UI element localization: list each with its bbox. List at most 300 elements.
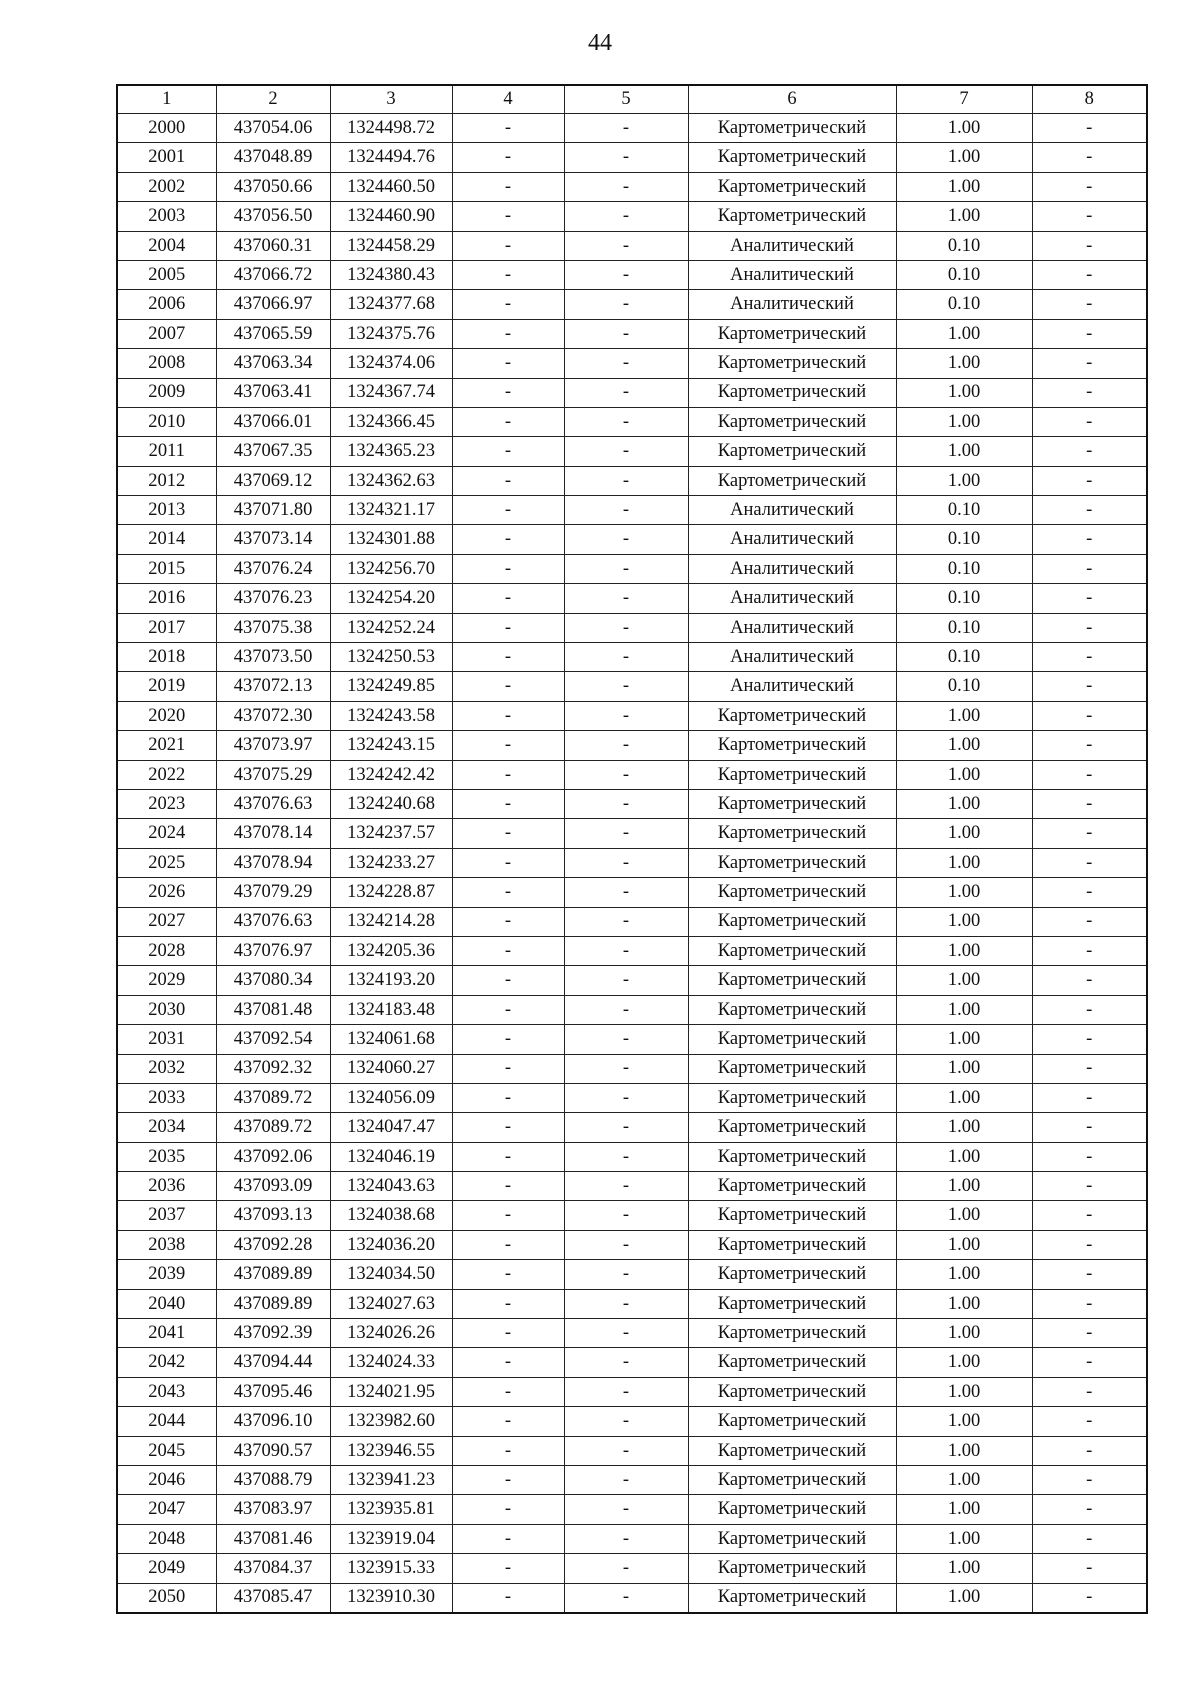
cell-col-accuracy: 1.00 bbox=[896, 966, 1032, 995]
cell-col-8: - bbox=[1032, 231, 1147, 260]
cell-col-4: - bbox=[452, 878, 564, 907]
cell-col-5: - bbox=[564, 1113, 688, 1142]
cell-col-point-number: 2014 bbox=[117, 525, 216, 554]
table-row bbox=[117, 1054, 1147, 1083]
table-row bbox=[117, 1230, 1147, 1259]
cell-col-accuracy: 1.00 bbox=[896, 1260, 1032, 1289]
cell-col-method: Картометрический bbox=[688, 701, 896, 730]
table-row bbox=[117, 1524, 1147, 1553]
cell-col-5: - bbox=[564, 1465, 688, 1494]
cell-col-4: - bbox=[452, 1083, 564, 1112]
cell-col-4: - bbox=[452, 1465, 564, 1494]
table-row bbox=[117, 789, 1147, 818]
cell-col-accuracy: 0.10 bbox=[896, 260, 1032, 289]
cell-col-accuracy: 1.00 bbox=[896, 878, 1032, 907]
cell-col-accuracy: 1.00 bbox=[896, 1407, 1032, 1436]
cell-col-y: 1324056.09 bbox=[330, 1083, 452, 1112]
cell-col-point-number: 2020 bbox=[117, 701, 216, 730]
cell-col-8: - bbox=[1032, 407, 1147, 436]
cell-col-accuracy: 0.10 bbox=[896, 672, 1032, 701]
cell-col-8: - bbox=[1032, 936, 1147, 965]
cell-col-5: - bbox=[564, 1436, 688, 1465]
cell-col-8: - bbox=[1032, 819, 1147, 848]
table-row bbox=[117, 1348, 1147, 1377]
table-row bbox=[117, 1142, 1147, 1171]
cell-col-8: - bbox=[1032, 613, 1147, 642]
column-header-8: 8 bbox=[1032, 85, 1147, 114]
table-row bbox=[117, 1495, 1147, 1524]
cell-col-y: 1324321.17 bbox=[330, 496, 452, 525]
cell-col-5: - bbox=[564, 1583, 688, 1613]
cell-col-x: 437092.28 bbox=[216, 1230, 330, 1259]
cell-col-point-number: 2000 bbox=[117, 114, 216, 143]
cell-col-y: 1324036.20 bbox=[330, 1230, 452, 1259]
cell-col-point-number: 2040 bbox=[117, 1289, 216, 1318]
cell-col-y: 1323915.33 bbox=[330, 1554, 452, 1583]
cell-col-method: Аналитический bbox=[688, 525, 896, 554]
cell-col-method: Картометрический bbox=[688, 1054, 896, 1083]
cell-col-accuracy: 1.00 bbox=[896, 1495, 1032, 1524]
cell-col-point-number: 2032 bbox=[117, 1054, 216, 1083]
table-row bbox=[117, 143, 1147, 172]
cell-col-5: - bbox=[564, 1260, 688, 1289]
cell-col-x: 437089.89 bbox=[216, 1260, 330, 1289]
cell-col-8: - bbox=[1032, 1377, 1147, 1406]
cell-col-8: - bbox=[1032, 701, 1147, 730]
cell-col-point-number: 2030 bbox=[117, 995, 216, 1024]
cell-col-x: 437095.46 bbox=[216, 1377, 330, 1406]
cell-col-4: - bbox=[452, 1377, 564, 1406]
cell-col-method: Картометрический bbox=[688, 1348, 896, 1377]
cell-col-5: - bbox=[564, 349, 688, 378]
cell-col-5: - bbox=[564, 1142, 688, 1171]
cell-col-method: Аналитический bbox=[688, 584, 896, 613]
cell-col-y: 1324366.45 bbox=[330, 407, 452, 436]
cell-col-4: - bbox=[452, 1025, 564, 1054]
page-number: 44 bbox=[588, 30, 612, 56]
cell-col-4: - bbox=[452, 202, 564, 231]
cell-col-x: 437089.72 bbox=[216, 1113, 330, 1142]
cell-col-accuracy: 1.00 bbox=[896, 1083, 1032, 1112]
cell-col-accuracy: 1.00 bbox=[896, 1054, 1032, 1083]
cell-col-point-number: 2031 bbox=[117, 1025, 216, 1054]
cell-col-y: 1324021.95 bbox=[330, 1377, 452, 1406]
cell-col-x: 437081.48 bbox=[216, 995, 330, 1024]
cell-col-y: 1324242.42 bbox=[330, 760, 452, 789]
cell-col-x: 437096.10 bbox=[216, 1407, 330, 1436]
cell-col-x: 437076.63 bbox=[216, 789, 330, 818]
cell-col-4: - bbox=[452, 643, 564, 672]
cell-col-8: - bbox=[1032, 1319, 1147, 1348]
cell-col-point-number: 2012 bbox=[117, 466, 216, 495]
cell-col-accuracy: 1.00 bbox=[896, 349, 1032, 378]
cell-col-x: 437076.24 bbox=[216, 554, 330, 583]
table-row bbox=[117, 1377, 1147, 1406]
cell-col-method: Картометрический bbox=[688, 1524, 896, 1553]
cell-col-x: 437054.06 bbox=[216, 114, 330, 143]
cell-col-method: Картометрический bbox=[688, 1583, 896, 1613]
cell-col-point-number: 2027 bbox=[117, 907, 216, 936]
table-row bbox=[117, 349, 1147, 378]
cell-col-4: - bbox=[452, 1524, 564, 1553]
cell-col-8: - bbox=[1032, 319, 1147, 348]
cell-col-accuracy: 0.10 bbox=[896, 525, 1032, 554]
cell-col-accuracy: 1.00 bbox=[896, 731, 1032, 760]
cell-col-4: - bbox=[452, 936, 564, 965]
cell-col-point-number: 2018 bbox=[117, 643, 216, 672]
cell-col-5: - bbox=[564, 202, 688, 231]
cell-col-y: 1324375.76 bbox=[330, 319, 452, 348]
cell-col-method: Картометрический bbox=[688, 114, 896, 143]
cell-col-point-number: 2046 bbox=[117, 1465, 216, 1494]
cell-col-4: - bbox=[452, 760, 564, 789]
cell-col-method: Картометрический bbox=[688, 1289, 896, 1318]
cell-col-y: 1324458.29 bbox=[330, 231, 452, 260]
cell-col-8: - bbox=[1032, 1407, 1147, 1436]
cell-col-4: - bbox=[452, 966, 564, 995]
cell-col-x: 437075.29 bbox=[216, 760, 330, 789]
cell-col-method: Картометрический bbox=[688, 1230, 896, 1259]
cell-col-method: Картометрический bbox=[688, 1142, 896, 1171]
cell-col-y: 1324193.20 bbox=[330, 966, 452, 995]
cell-col-accuracy: 1.00 bbox=[896, 1583, 1032, 1613]
cell-col-point-number: 2024 bbox=[117, 819, 216, 848]
cell-col-point-number: 2025 bbox=[117, 848, 216, 877]
table-row bbox=[117, 319, 1147, 348]
cell-col-8: - bbox=[1032, 584, 1147, 613]
cell-col-method: Аналитический bbox=[688, 672, 896, 701]
cell-col-8: - bbox=[1032, 260, 1147, 289]
cell-col-accuracy: 1.00 bbox=[896, 1172, 1032, 1201]
cell-col-8: - bbox=[1032, 496, 1147, 525]
cell-col-x: 437065.59 bbox=[216, 319, 330, 348]
cell-col-x: 437076.97 bbox=[216, 936, 330, 965]
cell-col-y: 1324377.68 bbox=[330, 290, 452, 319]
cell-col-8: - bbox=[1032, 907, 1147, 936]
cell-col-y: 1323919.04 bbox=[330, 1524, 452, 1553]
column-header-1: 1 bbox=[117, 85, 216, 114]
table-row bbox=[117, 584, 1147, 613]
cell-col-accuracy: 1.00 bbox=[896, 789, 1032, 818]
cell-col-y: 1324460.90 bbox=[330, 202, 452, 231]
cell-col-point-number: 2045 bbox=[117, 1436, 216, 1465]
cell-col-method: Картометрический bbox=[688, 437, 896, 466]
cell-col-5: - bbox=[564, 1407, 688, 1436]
cell-col-8: - bbox=[1032, 1524, 1147, 1553]
table-row bbox=[117, 672, 1147, 701]
cell-col-y: 1324205.36 bbox=[330, 936, 452, 965]
cell-col-accuracy: 1.00 bbox=[896, 936, 1032, 965]
cell-col-method: Картометрический bbox=[688, 731, 896, 760]
cell-col-4: - bbox=[452, 701, 564, 730]
cell-col-x: 437093.09 bbox=[216, 1172, 330, 1201]
cell-col-8: - bbox=[1032, 1201, 1147, 1230]
cell-col-accuracy: 1.00 bbox=[896, 1142, 1032, 1171]
cell-col-point-number: 2048 bbox=[117, 1524, 216, 1553]
cell-col-accuracy: 1.00 bbox=[896, 1230, 1032, 1259]
cell-col-y: 1324061.68 bbox=[330, 1025, 452, 1054]
cell-col-x: 437084.37 bbox=[216, 1554, 330, 1583]
cell-col-4: - bbox=[452, 260, 564, 289]
cell-col-8: - bbox=[1032, 672, 1147, 701]
table-row bbox=[117, 760, 1147, 789]
cell-col-accuracy: 1.00 bbox=[896, 1554, 1032, 1583]
cell-col-x: 437066.97 bbox=[216, 290, 330, 319]
cell-col-point-number: 2019 bbox=[117, 672, 216, 701]
cell-col-8: - bbox=[1032, 378, 1147, 407]
cell-col-y: 1324047.47 bbox=[330, 1113, 452, 1142]
table-row bbox=[117, 936, 1147, 965]
cell-col-accuracy: 1.00 bbox=[896, 114, 1032, 143]
cell-col-5: - bbox=[564, 407, 688, 436]
cell-col-x: 437078.94 bbox=[216, 848, 330, 877]
table-row bbox=[117, 114, 1147, 143]
cell-col-point-number: 2015 bbox=[117, 554, 216, 583]
cell-col-point-number: 2013 bbox=[117, 496, 216, 525]
cell-col-8: - bbox=[1032, 554, 1147, 583]
table-row bbox=[117, 202, 1147, 231]
cell-col-5: - bbox=[564, 936, 688, 965]
cell-col-y: 1324243.15 bbox=[330, 731, 452, 760]
cell-col-x: 437083.97 bbox=[216, 1495, 330, 1524]
cell-col-5: - bbox=[564, 525, 688, 554]
table-row bbox=[117, 1554, 1147, 1583]
cell-col-8: - bbox=[1032, 1495, 1147, 1524]
cell-col-point-number: 2017 bbox=[117, 613, 216, 642]
cell-col-y: 1324024.33 bbox=[330, 1348, 452, 1377]
cell-col-5: - bbox=[564, 1025, 688, 1054]
cell-col-5: - bbox=[564, 1495, 688, 1524]
cell-col-5: - bbox=[564, 114, 688, 143]
cell-col-5: - bbox=[564, 672, 688, 701]
cell-col-5: - bbox=[564, 848, 688, 877]
cell-col-point-number: 2016 bbox=[117, 584, 216, 613]
cell-col-4: - bbox=[452, 995, 564, 1024]
table-row bbox=[117, 260, 1147, 289]
cell-col-y: 1324498.72 bbox=[330, 114, 452, 143]
cell-col-method: Аналитический bbox=[688, 231, 896, 260]
table-row bbox=[117, 995, 1147, 1024]
cell-col-method: Картометрический bbox=[688, 349, 896, 378]
cell-col-4: - bbox=[452, 1054, 564, 1083]
cell-col-method: Картометрический bbox=[688, 466, 896, 495]
cell-col-8: - bbox=[1032, 1554, 1147, 1583]
cell-col-4: - bbox=[452, 1436, 564, 1465]
cell-col-point-number: 2038 bbox=[117, 1230, 216, 1259]
cell-col-y: 1324249.85 bbox=[330, 672, 452, 701]
column-header-7: 7 bbox=[896, 85, 1032, 114]
cell-col-5: - bbox=[564, 1554, 688, 1583]
cell-col-x: 437073.14 bbox=[216, 525, 330, 554]
cell-col-point-number: 2039 bbox=[117, 1260, 216, 1289]
cell-col-method: Картометрический bbox=[688, 1319, 896, 1348]
cell-col-y: 1324367.74 bbox=[330, 378, 452, 407]
cell-col-method: Картометрический bbox=[688, 907, 896, 936]
cell-col-8: - bbox=[1032, 789, 1147, 818]
table-row bbox=[117, 848, 1147, 877]
cell-col-y: 1324362.63 bbox=[330, 466, 452, 495]
table-row bbox=[117, 1201, 1147, 1230]
cell-col-y: 1324228.87 bbox=[330, 878, 452, 907]
cell-col-x: 437078.14 bbox=[216, 819, 330, 848]
cell-col-accuracy: 1.00 bbox=[896, 1465, 1032, 1494]
cell-col-x: 437056.50 bbox=[216, 202, 330, 231]
cell-col-8: - bbox=[1032, 1142, 1147, 1171]
table-row bbox=[117, 466, 1147, 495]
cell-col-accuracy: 1.00 bbox=[896, 848, 1032, 877]
cell-col-5: - bbox=[564, 819, 688, 848]
cell-col-x: 437072.30 bbox=[216, 701, 330, 730]
cell-col-8: - bbox=[1032, 1289, 1147, 1318]
cell-col-5: - bbox=[564, 1054, 688, 1083]
cell-col-5: - bbox=[564, 701, 688, 730]
cell-col-5: - bbox=[564, 966, 688, 995]
cell-col-5: - bbox=[564, 1083, 688, 1112]
cell-col-8: - bbox=[1032, 760, 1147, 789]
cell-col-point-number: 2007 bbox=[117, 319, 216, 348]
cell-col-4: - bbox=[452, 496, 564, 525]
cell-col-accuracy: 1.00 bbox=[896, 1524, 1032, 1553]
cell-col-4: - bbox=[452, 290, 564, 319]
cell-col-x: 437094.44 bbox=[216, 1348, 330, 1377]
cell-col-point-number: 2010 bbox=[117, 407, 216, 436]
cell-col-5: - bbox=[564, 789, 688, 818]
table-header bbox=[117, 85, 1147, 114]
cell-col-accuracy: 1.00 bbox=[896, 1201, 1032, 1230]
cell-col-5: - bbox=[564, 613, 688, 642]
cell-col-x: 437073.97 bbox=[216, 731, 330, 760]
cell-col-method: Картометрический bbox=[688, 407, 896, 436]
cell-col-point-number: 2003 bbox=[117, 202, 216, 231]
cell-col-x: 437079.29 bbox=[216, 878, 330, 907]
cell-col-8: - bbox=[1032, 878, 1147, 907]
cell-col-accuracy: 0.10 bbox=[896, 584, 1032, 613]
cell-col-method: Картометрический bbox=[688, 1025, 896, 1054]
cell-col-5: - bbox=[564, 1377, 688, 1406]
cell-col-8: - bbox=[1032, 731, 1147, 760]
cell-col-accuracy: 1.00 bbox=[896, 819, 1032, 848]
cell-col-5: - bbox=[564, 437, 688, 466]
cell-col-4: - bbox=[452, 1172, 564, 1201]
cell-col-point-number: 2002 bbox=[117, 172, 216, 201]
cell-col-accuracy: 1.00 bbox=[896, 1289, 1032, 1318]
cell-col-point-number: 2006 bbox=[117, 290, 216, 319]
cell-col-method: Картометрический bbox=[688, 819, 896, 848]
cell-col-y: 1324060.27 bbox=[330, 1054, 452, 1083]
cell-col-method: Картометрический bbox=[688, 1260, 896, 1289]
cell-col-5: - bbox=[564, 907, 688, 936]
cell-col-4: - bbox=[452, 1230, 564, 1259]
cell-col-5: - bbox=[564, 378, 688, 407]
cell-col-accuracy: 1.00 bbox=[896, 1113, 1032, 1142]
cell-col-x: 437089.89 bbox=[216, 1289, 330, 1318]
cell-col-y: 1323982.60 bbox=[330, 1407, 452, 1436]
cell-col-method: Картометрический bbox=[688, 936, 896, 965]
cell-col-4: - bbox=[452, 437, 564, 466]
cell-col-x: 437063.41 bbox=[216, 378, 330, 407]
cell-col-method: Картометрический bbox=[688, 995, 896, 1024]
cell-col-x: 437092.54 bbox=[216, 1025, 330, 1054]
table-row bbox=[117, 407, 1147, 436]
cell-col-y: 1324301.88 bbox=[330, 525, 452, 554]
cell-col-point-number: 2028 bbox=[117, 936, 216, 965]
cell-col-y: 1324365.23 bbox=[330, 437, 452, 466]
cell-col-accuracy: 0.10 bbox=[896, 613, 1032, 642]
cell-col-point-number: 2042 bbox=[117, 1348, 216, 1377]
cell-col-point-number: 2036 bbox=[117, 1172, 216, 1201]
cell-col-accuracy: 0.10 bbox=[896, 554, 1032, 583]
cell-col-accuracy: 1.00 bbox=[896, 1436, 1032, 1465]
cell-col-method: Картометрический bbox=[688, 143, 896, 172]
cell-col-8: - bbox=[1032, 1583, 1147, 1613]
table-row bbox=[117, 1025, 1147, 1054]
cell-col-4: - bbox=[452, 907, 564, 936]
cell-col-accuracy: 1.00 bbox=[896, 378, 1032, 407]
table-row bbox=[117, 496, 1147, 525]
cell-col-accuracy: 1.00 bbox=[896, 1319, 1032, 1348]
cell-col-x: 437080.34 bbox=[216, 966, 330, 995]
cell-col-method: Картометрический bbox=[688, 878, 896, 907]
cell-col-accuracy: 1.00 bbox=[896, 437, 1032, 466]
table-body bbox=[117, 114, 1147, 1613]
cell-col-4: - bbox=[452, 143, 564, 172]
cell-col-5: - bbox=[564, 878, 688, 907]
table-row bbox=[117, 1113, 1147, 1142]
cell-col-8: - bbox=[1032, 1260, 1147, 1289]
cell-col-4: - bbox=[452, 613, 564, 642]
cell-col-8: - bbox=[1032, 349, 1147, 378]
cell-col-x: 437085.47 bbox=[216, 1583, 330, 1613]
cell-col-point-number: 2047 bbox=[117, 1495, 216, 1524]
cell-col-y: 1323910.30 bbox=[330, 1583, 452, 1613]
cell-col-accuracy: 1.00 bbox=[896, 202, 1032, 231]
cell-col-method: Аналитический bbox=[688, 260, 896, 289]
cell-col-8: - bbox=[1032, 966, 1147, 995]
cell-col-accuracy: 0.10 bbox=[896, 231, 1032, 260]
cell-col-y: 1324460.50 bbox=[330, 172, 452, 201]
cell-col-8: - bbox=[1032, 525, 1147, 554]
cell-col-point-number: 2029 bbox=[117, 966, 216, 995]
cell-col-x: 437066.01 bbox=[216, 407, 330, 436]
cell-col-point-number: 2008 bbox=[117, 349, 216, 378]
cell-col-method: Картометрический bbox=[688, 1495, 896, 1524]
cell-col-point-number: 2037 bbox=[117, 1201, 216, 1230]
cell-col-5: - bbox=[564, 290, 688, 319]
cell-col-accuracy: 1.00 bbox=[896, 172, 1032, 201]
cell-col-5: - bbox=[564, 1201, 688, 1230]
cell-col-5: - bbox=[564, 1230, 688, 1259]
cell-col-x: 437081.46 bbox=[216, 1524, 330, 1553]
cell-col-method: Картометрический bbox=[688, 378, 896, 407]
cell-col-4: - bbox=[452, 1289, 564, 1318]
column-header-3: 3 bbox=[330, 85, 452, 114]
table-row bbox=[117, 1465, 1147, 1494]
table-row bbox=[117, 1407, 1147, 1436]
cell-col-x: 437072.13 bbox=[216, 672, 330, 701]
table-row bbox=[117, 701, 1147, 730]
cell-col-method: Картометрический bbox=[688, 319, 896, 348]
cell-col-y: 1324027.63 bbox=[330, 1289, 452, 1318]
cell-col-y: 1324243.58 bbox=[330, 701, 452, 730]
cell-col-8: - bbox=[1032, 172, 1147, 201]
cell-col-8: - bbox=[1032, 1436, 1147, 1465]
cell-col-x: 437060.31 bbox=[216, 231, 330, 260]
cell-col-y: 1324237.57 bbox=[330, 819, 452, 848]
cell-col-point-number: 2004 bbox=[117, 231, 216, 260]
cell-col-method: Аналитический bbox=[688, 554, 896, 583]
cell-col-4: - bbox=[452, 1583, 564, 1613]
cell-col-y: 1324034.50 bbox=[330, 1260, 452, 1289]
